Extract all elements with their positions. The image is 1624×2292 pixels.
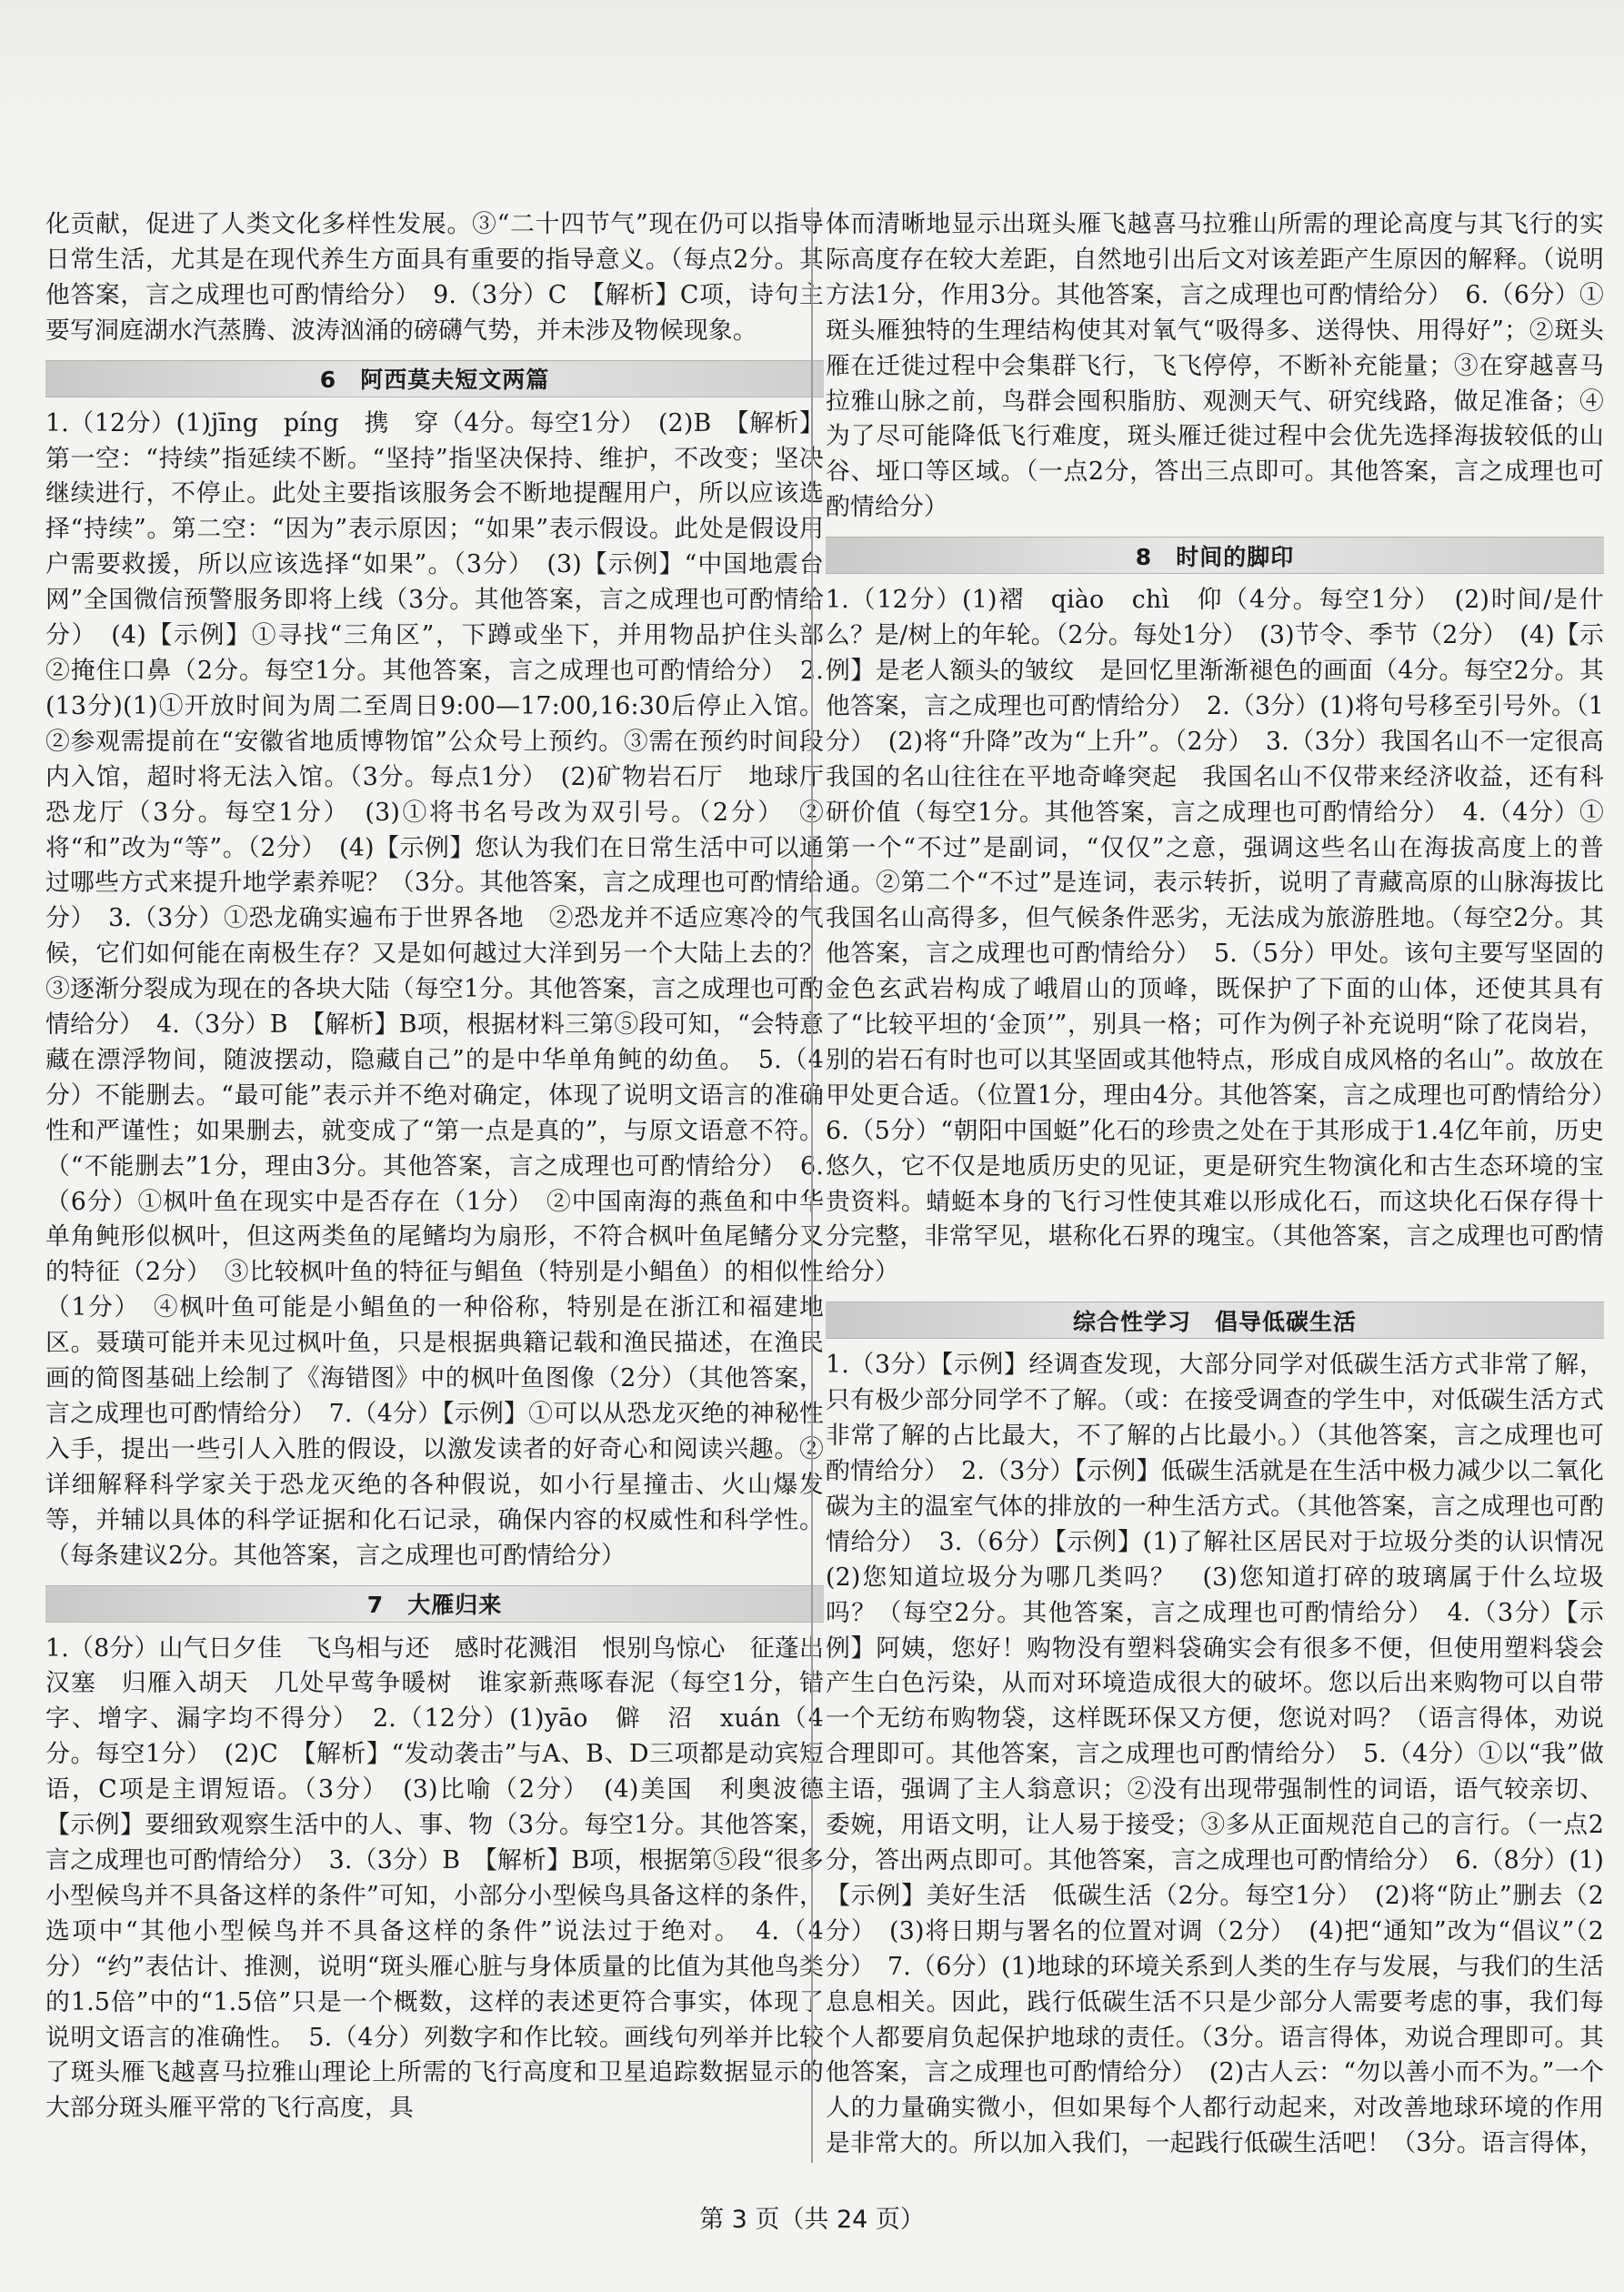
section-6-heading: 6 阿西莫夫短文两篇 — [45, 360, 824, 397]
left-column — [45, 207, 824, 2163]
page-number: 第 3 页（共 24 页） — [699, 2206, 925, 2234]
comprehensive-study-answers: 1.（3分）【示例】经调查发现，大部分同学对低碳生活方式非常了解，只有极少部分同学不了解。（或：在接受调查的学生中，对低碳生活方式非常了解的占比最大，不了解的占比最小。）（其他答案，言之成理也可酌情给分） 2.（3分）【示例】低碳生活就是在生活中极力减少以二氧化碳为主的温室气体的排放的一种生活方式。（其他答案，言之成理也可酌情给分） 3.（6分）【示例】(1)了解社区居民对于垃圾分类的认识情况 (2)您知道垃圾分为哪几类吗？ (3)您知道打碎的玻璃属于什么垃圾吗？（每空2分。其他答案，言之成理也可酌情给分） 4.（3分）【示例】阿姨，您好！购物没有塑料袋确实会有很多不便，但使用塑料袋会产生白色污染，从而对环境造成很大的破坏。您以后出来购物可以自带一个无纺布购物袋，这样既环保又方便，您说对吗？（语言得体，劝说合理即可。其他答案，言之成理也可酌情给分） 5.（4分）①以“我”做主语，强调了主人翁意识；②没有出现带强制性的词语，语气较亲切、委婉，用语文明，让人易于接受；③多从正面规范自己的言行。（一点2分，答出两点即可。其他答案，言之成理也可酌情给分） 6.（8分）(1)【示例】美好生活 低碳生活（2分。每空1分） (2)将“防止”删去（2分） (3)将日期与署名的位置对调（2分） (4)把“通知”改为“倡议”（2分） 7.（6分）(1)地球的环境关系到人类的生存与发展，与我们的生活息息相关。因此，践行低碳生活不只是少部分人需要考虑的事，我们每个人都要肩负起保护地球的责任。（3分。语言得体，劝说合理即可。其他答案，言之成理也可酌情给分） (2)古人云：“勿以善小而不为。”一个人的力量确实微小，但如果每个人都行动起来，对改善地球环境的作用是非常大的。所以加入我们，一起践行低碳生活吧！（3分。语言得体， — [826, 1351, 1604, 2158]
right-column — [826, 207, 1604, 2163]
section-7-answers: 1.（8分）山气日夕佳 飞鸟相与还 感时花溅泪 恨别鸟惊心 征蓬出汉塞 归雁入胡天 几处早莺争暖树 谁家新燕啄春泥（每空1分，错字、增字、漏字均不得分） 2.（12分）(1)yāo 僻 沼 xuán（4分。每空1分） (2)C 【解析】“发动袭击”与A、B、D三项都是动宾短语，C项是主谓短语。（3分） (3)比喻（2分） (4)美国 利奥波德 【示例】要细致观察生活中的人、事、物（3分。每空1分。其他答案，言之成理也可酌情给分） 3.（3分）B 【解析】B项，根据第⑤段“很多小型候鸟并不具备这样的条件”可知，小部分小型候鸟具备这样的条件，选项中“其他小型候鸟并不具备这样的条件”说法过于绝对。 4.（4分）“约”表估计、推测，说明“斑头雁心脏与身体质量的比值为其他鸟类的1.5倍”中的“1.5倍”只是一个概数，这样的表述更符合事实，体现了说明文语言的准确性。 5.（4分）列数字和作比较。画线句列举并比较了斑头雁飞越喜马拉雅山理论上所需的飞行高度和卫星追踪数据显示的大部分斑头雁平常的飞行高度，具 — [45, 1634, 824, 2123]
section-8-heading: 8 时间的脚印 — [826, 537, 1604, 574]
left-intro-text: 化贡献，促进了人类文化多样性发展。③“二十四节气”现在仍可以指导日常生活，尤其是在现代养生方面具有重要的指导意义。（每点2分。其他答案，言之成理也可酌情给分） 9.（3分）C 【解析】C项，诗句主要写洞庭湖水汽蒸腾、波涛汹涌的磅礴气势，并未涉及物候现象。 — [45, 210, 824, 345]
comprehensive-study-heading: 综合性学习 倡导低碳生活 — [826, 1302, 1604, 1339]
right-intro-text: 体而清晰地显示出斑头雁飞越喜马拉雅山所需的理论高度与其飞行的实际高度存在较大差距，自然地引出后文对该差距产生原因的解释。（说明方法1分，作用3分。其他答案，言之成理也可酌情给分） 6.（6分）①斑头雁独特的生理结构使其对氧气“吸得多、送得快、用得好”；②斑头雁在迁徙过程中会集群飞行，飞飞停停，不断补充能量；③在穿越喜马拉雅山脉之前，鸟群会囤积脂肪、观测天气、研究线路，做足准备；④为了尽可能降低飞行难度，斑头雁迁徙过程中会优先选择海拔较低的山谷、垭口等区域。（一点2分，答出三点即可。其他答案，言之成理也可酌情给分） — [826, 210, 1604, 522]
section-7-heading: 7 大雁归来 — [45, 1585, 824, 1623]
section-8-answers: 1.（12分）(1)褶 qiào chì 仰（4分。每空1分） (2)时间/是什么？是/树上的年轮。（2分。每处1分） (3)节令、季节（2分） (4)【示例】是老人额头的皱纹 是回忆里渐渐褪色的画面（4分。每空2分。其他答案，言之成理也可酌情给分） 2.（3分）(1)将句号移至引号外。（1分） (2)将“升降”改为“上升”。（2分） 3.（3分）我国名山不一定很高 我国的名山往往在平地奇峰突起 我国名山不仅带来经济收益，还有科研价值（每空1分。其他答案，言之成理也可酌情给分） 4.（4分）①第一个“不过”是副词，“仅仅”之意，强调这些名山在海拔高度上的普通。②第二个“不过”是连词，表示转折，说明了青藏高原的山脉海拔比我国名山高得多，但气候条件恶劣，无法成为旅游胜地。（每空2分。其他答案，言之成理也可酌情给分） 5.（5分）甲处。该句主要写坚固的金色玄武岩构成了峨眉山的顶峰，既保护了下面的山体，还使其具有了“比较平坦的‘金顶’”，别具一格；可作为例子补充说明“除了花岗岩，别的岩石有时也可以其坚固或其他特点，形成自成风格的名山”。故放在甲处更合适。（位置1分，理由4分。其他答案，言之成理也可酌情给分） 6.（5分）“朝阳中国蜓”化石的珍贵之处在于其形成于1.4亿年前，历史悠久，它不仅是地质历史的见证，更是研究生物演化和古生态环境的宝贵资料。蜻蜓本身的飞行习性使其难以形成化石，而这块化石保存得十分完整，非常罕见，堪称化石界的瑰宝。（其他答案，言之成理也可酌情给分） — [826, 586, 1604, 1287]
page-top-margin — [0, 0, 1624, 182]
section-6-answers: 1.（12分）(1)jīng píng 携 穿（4分。每空1分） (2)B 【解析】第一空：“持续”指延续不断。“坚持”指坚决保持、维护，不改变；坚决继续进行，不停止。此处主要指该服务会不断地提醒用户，所以应该选择“持续”。第二空：“因为”表示原因；“如果”表示假设。此处是假设用户需要救援，所以应该选择“如果”。（3分） (3)【示例】“中国地震台网”全国微信预警服务即将上线（3分。其他答案，言之成理也可酌情给分） (4)【示例】①寻找“三角区”，下蹲或坐下，并用物品护住头部 ②掩住口鼻（2分。每空1分。其他答案，言之成理也可酌情给分） 2.(13分)(1)①开放时间为周二至周日9:00—17:00,16:30后停止入馆。②参观需提前在“安徽省地质博物馆”公众号上预约。③需在预约时间段内入馆，超时将无法入馆。（3分。每点1分） (2)矿物岩石厅 地球厅 恐龙厅（3分。每空1分） (3)①将书名号改为双引号。（2分） ②将“和”改为“等”。（2分） (4)【示例】您认为我们在日常生活中可以通过哪些方式来提升地学素养呢？（3分。其他答案，言之成理也可酌情给分） 3.（3分）①恐龙确实遍布于世界各地 ②恐龙并不适应寒冷的气候，它们如何能在南极生存？又是如何越过大洋到另一个大陆上去的？ ③逐渐分裂成为现在的各块大陆（每空1分。其他答案，言之成理也可酌情给分） 4.（3分）B 【解析】B项，根据材料三第⑤段可知，“会特意藏在漂浮物间，随波摆动，隐藏自己”的是中华单角鲀的幼鱼。 5.（4分）不能删去。“最可能”表示并不绝对确定，体现了说明文语言的准确性和严谨性；如果删去，就变成了“第一点是真的”，与原文语意不符。（“不能删去”1分，理由3分。其他答案，言之成理也可酌情给分） 6.（6分）①枫叶鱼在现实中是否存在（1分） ②中国南海的燕鱼和中华单角鲀形似枫叶，但这两类鱼的尾鳍均为扇形，不符合枫叶鱼尾鳍分叉的特征（2分） ③比较枫叶鱼的特征与鲳鱼（特别是小鲳鱼）的相似性（1分） ④枫叶鱼可能是小鲳鱼的一种俗称，特别是在浙江和福建地区。聂璜可能并未见过枫叶鱼，只是根据典籍记载和渔民描述，在渔民画的简图基础上绘制了《海错图》中的枫叶鱼图像（2分）（其他答案，言之成理也可酌情给分） 7.（4分）【示例】①可以从恐龙灭绝的神秘性入手，提出一些引人入胜的假设，以激发读者的好奇心和阅读兴趣。②详细解释科学家关于恐龙灭绝的各种假说，如小行星撞击、火山爆发等，并辅以具体的科学证据和化石记录，确保内容的权威性和科学性。（每条建议2分。其他答案，言之成理也可酌情给分） — [45, 408, 824, 1570]
column-divider — [811, 207, 813, 2163]
